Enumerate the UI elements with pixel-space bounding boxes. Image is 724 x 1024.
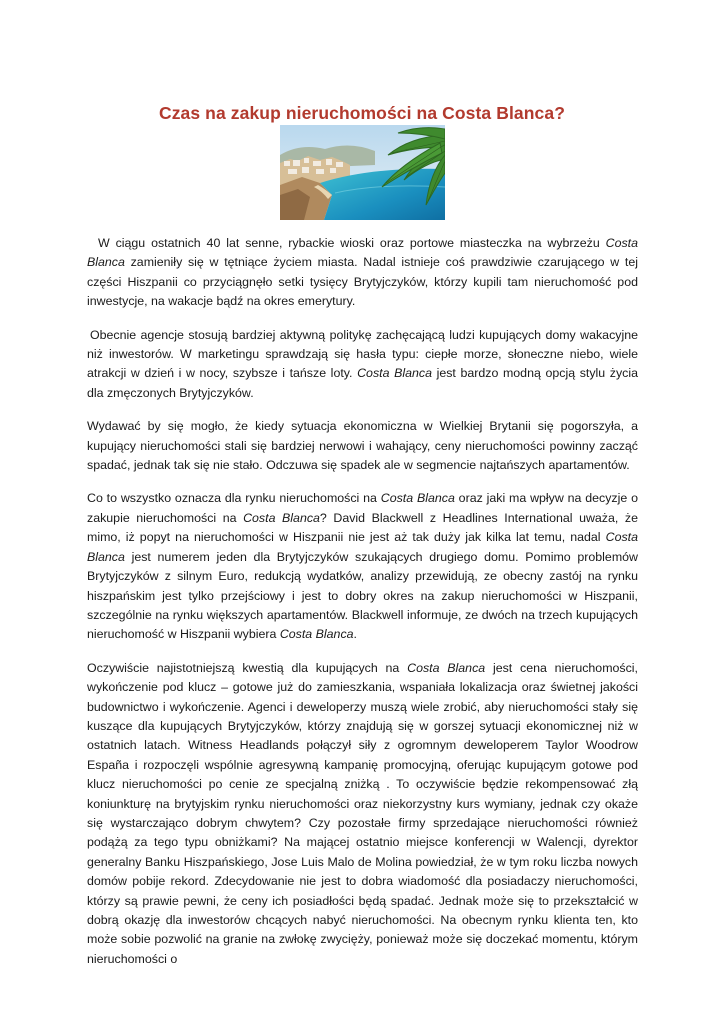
text-run: zamieniły się w tętniące życiem miasta. Nadal istnieje coś prawdziwie czarującego w tej części Hiszpanii co przyciągnęło setki tysięcy Brytyjczyków, którzy kupili tam nieruchomość pod inwestycje, na wakacje bądź na okres emerytury.	[87, 255, 638, 309]
text-run: W ciągu ostatnich 40 lat senne, rybackie wioski oraz portowe miasteczka na wybrzeżu	[98, 236, 606, 250]
paragraph	[87, 659, 638, 970]
italic-text: Costa Blanca	[279, 627, 354, 642]
paragraph	[87, 417, 638, 475]
text-run: Obecnie agencje stosują bardziej aktywną politykę zachęcającą ludzi kupujących domy wakacyjne niż inwestorów. W marketingu sprawdzają się hasła typu: ciepłe morze, słoneczne niebo, wiele atrakcji w dzień i w nocy, szybsze i tańsze loty.	[87, 327, 638, 381]
costa-blanca-coastline-photo	[280, 125, 445, 220]
article-body	[87, 234, 638, 983]
text-run: oraz jaki ma wpływ na decyzje o zakupie nieruchomości na	[87, 491, 638, 525]
paragraph	[87, 234, 638, 312]
italic-text: Costa Blanca	[407, 660, 486, 675]
text-run: jest bardzo modną opcją stylu życia dla zmęczonych Brytyjczyków.	[87, 366, 639, 400]
text-run: .	[353, 627, 357, 642]
text-run: jest cena nieruchomości, wykończenie pod klucz – gotowe już do zamieszkania, wspaniała lokalizacja oraz świetnej jakości budownictwo i wykończenie. Agenci i deweloperzy muszą wiele zrobić, aby nieruchomości stały się kuszące dla kupujących Brytyjczyków, którzy znajdują się w gorszej sytuacji ekonomicznej niż w ostatnich latach. Witness Headlands połączył siły z ogromnym deweloperem Taylor Woodrow España i rozpoczęli wspólnie agresywną kampanię promocyjną, oferując kupującym gotowe pod klucz nieruchomości po cenie ze specjalną zniżką . To oczywiście będzie rekompensować złą koniunkturę na brytyjskim rynku nieruchomości oraz niekorzystny kurs wymiany, jednak czy okaże się wystarczająco dobrym chwytem? Czy pozostałe firmy sprzedające nieruchomości również podążą za tego typu obniżkami? Na mającej ostatnio miejsce konferencji w Walencji, dyrektor generalny Banku Hiszpańskiego, Jose Luis Malo de Molina powiedział, że w tym roku liczba nowych domów pobije rekord. Zdecydowanie nie jest to dobra wiadomość dla posiadaczy nieruchomości, którzy są prawie pewni, że ceny ich posiadłości będą spadać. Jednak może się to przekształcić w dobrą okazję dla inwestorów chcących nabyć nieruchomości. Na obecnym rynku klienta ten, kto może sobie pozwolić na granie na zwłokę zwycięży, ponieważ może się doczekać momentu, którym nieruchomości o	[87, 660, 638, 966]
italic-text: Costa Blanca	[380, 491, 455, 506]
paragraph	[87, 489, 638, 644]
italic-text: Costa Blanca	[87, 236, 638, 270]
text-run: Oczywiście najistotniejszą kwestią dla kupujących na	[87, 660, 408, 675]
page-title: Czas na zakup nieruchomości na Costa Blanca?	[158, 102, 566, 123]
text-run: jest numerem jeden dla Brytyjczyków szukających drugiego domu. Pomimo problemów Brytyjczyków z silnym Euro, redukcją wydatków, analizy przewidują, ze obecny zastój na rynku hiszpańskim jest tylko przejściowy i jest to dobry okres na zakup nieruchomości w Hiszpanii, szczególnie na rynku większych apartamentów. Blackwell informuje, ze dwóch na trzech kupujących nieruchomość w Hiszpanii wybiera	[87, 549, 638, 642]
text-run: Wydawać by się mogło, że kiedy sytuacja ekonomiczna w Wielkiej Brytanii się pogorszyła, a kupujący nieruchomości stali się bardziej nerwowi i wahający, ceny nieruchomości powinny zacząć spadać, jednak tak się nie stało. Odczuwa się spadek ale w segmencie najtańszych apartamentów.	[87, 419, 638, 473]
paragraph	[87, 326, 638, 404]
italic-text: Costa Blanca	[87, 530, 638, 564]
italic-text: Costa Blanca	[243, 510, 320, 525]
italic-text: Costa Blanca	[357, 366, 432, 381]
coastline-illustration	[280, 125, 445, 220]
text-run: Co to wszystko oznacza dla rynku nieruchomości na	[87, 491, 381, 506]
text-run: ? David Blackwell z Headlines International uważa, że mimo, iż popyt na nieruchomości w Hiszpanii nie jest aż tak duży jak kilka lat temu, nadal	[87, 510, 638, 545]
